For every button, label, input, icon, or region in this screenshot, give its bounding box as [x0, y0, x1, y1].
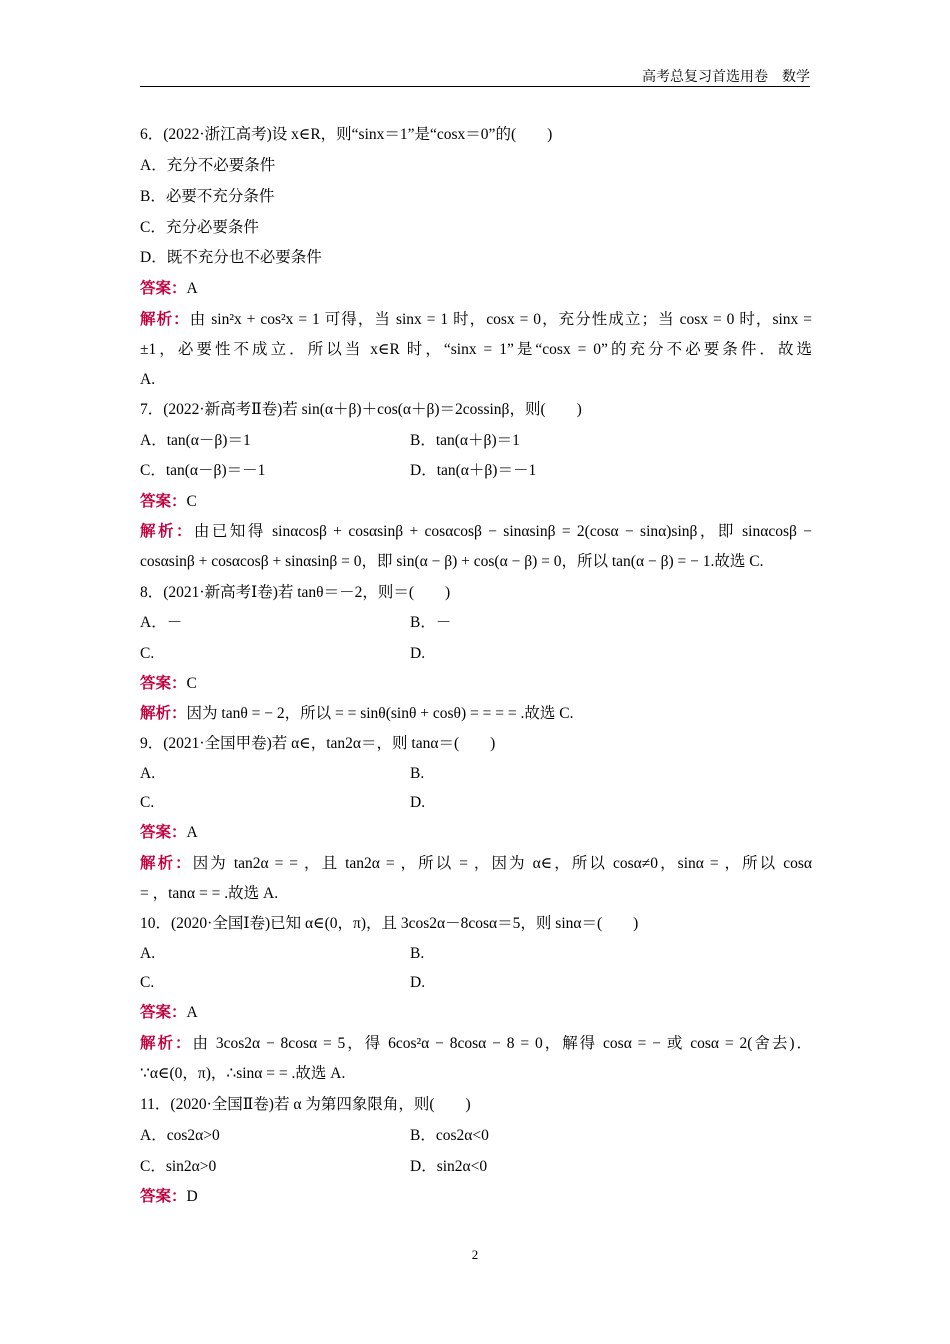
- page-number: 2: [471, 1247, 479, 1262]
- question-8-stem: 8．(2021·新高考Ⅰ卷)若 tanθ＝－2，则＝( ): [140, 584, 451, 601]
- analysis-label: 解析：: [140, 311, 190, 328]
- analysis-label: 解析：: [140, 855, 193, 872]
- analysis-line: [140, 310, 812, 330]
- option-a: A．tan(α－β)＝1: [140, 432, 251, 449]
- option-b: B.: [410, 945, 425, 962]
- answer-label: 答案：: [140, 675, 187, 692]
- analysis-label: 解析：: [140, 705, 187, 722]
- answer-label: 答案：: [140, 824, 187, 841]
- option-row: [140, 613, 812, 633]
- answer-value: D: [186, 1188, 198, 1205]
- option-row: [140, 764, 812, 784]
- analysis-text: 由已知得 sinαcosβ + cosαsinβ + cosαcosβ − sinαsinβ = 2(cosα − sinα)sinβ，即 sinαcosβ −: [193, 523, 812, 540]
- answer-line: [140, 674, 812, 694]
- header-title: 高考总复习首选用卷 数学: [642, 70, 810, 85]
- option-a: A.: [140, 945, 156, 962]
- option-row: [140, 793, 812, 813]
- option-c: C．sin2α>0: [140, 1158, 217, 1175]
- analysis-label: 解析：: [140, 523, 194, 540]
- answer-value: C: [186, 675, 197, 692]
- question-7-stem: 7．(2022·新高考Ⅱ卷)若 sin(α＋β)＋cos(α＋β)＝2cossinβ，则( ): [140, 401, 582, 418]
- analysis-text: cosαsinβ + cosαcosβ + sinαsinβ = 0，即 sin(α − β) + cos(α − β) = 0，所以 tan(α − β) = − 1.故选 C.: [140, 553, 764, 570]
- option-row: [140, 431, 812, 451]
- option-row: [140, 1157, 812, 1177]
- option-d: D.: [410, 974, 426, 991]
- analysis-line: [140, 522, 812, 542]
- answer-line: [140, 492, 812, 512]
- question-11-stem: 11．(2020·全国Ⅱ卷)若 α 为第四象限角，则( ): [140, 1096, 471, 1113]
- answer-label: 答案：: [140, 493, 187, 510]
- option-c: C.: [140, 645, 155, 662]
- analysis-text: 由 sin²x + cos²x = 1 可得，当 sinx = 1 时，cosx = 0，充分性成立；当 cosx = 0 时，sinx =: [189, 311, 812, 328]
- answer-label: 答案：: [140, 1004, 187, 1021]
- option-d: D．sin2α<0: [410, 1158, 488, 1175]
- answer-value: A: [186, 280, 198, 297]
- option-c: C．充分必要条件: [140, 219, 259, 236]
- answer-line: [140, 1187, 812, 1207]
- analysis-text: = ，tanα = = .故选 A.: [140, 885, 279, 902]
- analysis-text: ∵α∈(0，π)，∴sinα = = .故选 A.: [140, 1065, 346, 1082]
- answer-value: A: [186, 824, 198, 841]
- analysis-text: ±1，必要性不成立．所以当 x∈R 时，“sinx = 1”是“cosx = 0”的充分不必要条件．故选: [140, 341, 812, 358]
- option-c: C.: [140, 794, 155, 811]
- option-a: A．充分不必要条件: [140, 157, 276, 174]
- option-row: [140, 461, 812, 481]
- option-d: D．tan(α＋β)＝－1: [410, 462, 537, 479]
- option-row: [140, 973, 812, 993]
- option-b: B．cos2α<0: [410, 1127, 489, 1144]
- option-d: D.: [410, 794, 426, 811]
- option-c: C.: [140, 974, 155, 991]
- answer-line: [140, 279, 812, 299]
- analysis-text: 因为 tan2α = = ，且 tan2α = ，所以 = ，因为 α∈，所以 cosα≠0，sinα = ，所以 cosα: [192, 855, 812, 872]
- page-header: [140, 66, 810, 87]
- question-9-stem: 9．(2021·全国甲卷)若 α∈，tan2α＝，则 tanα＝( ): [140, 735, 496, 752]
- option-d: D．既不充分也不必要条件: [140, 249, 322, 266]
- option-b: B．－: [410, 614, 452, 631]
- option-a: A．cos2α>0: [140, 1127, 220, 1144]
- analysis-text: 由 3cos2α − 8cosα = 5，得 6cos²α − 8cosα − 8 = 0，解得 cosα = − 或 cosα = 2(舍去)．: [192, 1035, 812, 1052]
- answer-line: [140, 1003, 812, 1023]
- option-a: A．－: [140, 614, 183, 631]
- option-c: C．tan(α－β)＝－1: [140, 462, 266, 479]
- option-row: [140, 1126, 812, 1146]
- answer-label: 答案：: [140, 280, 187, 297]
- question-10-stem: 10．(2020·全国Ⅰ卷)已知 α∈(0，π)，且 3cos2α－8cosα＝5，则 sinα＝( ): [140, 915, 639, 932]
- analysis-label: 解析：: [140, 1035, 193, 1052]
- analysis-text: 因为 tanθ = − 2，所以 = = sinθ(sinθ + cosθ) = = = = .故选 C.: [186, 705, 574, 722]
- option-a: A.: [140, 765, 156, 782]
- analysis-line: [140, 854, 812, 874]
- option-b: B.: [410, 765, 425, 782]
- option-row: [140, 944, 812, 964]
- answer-value: A: [186, 1004, 198, 1021]
- analysis-line: [140, 704, 812, 724]
- question-6-stem: 6．(2022·浙江高考)设 x∈R，则“sinx＝1”是“cosx＝0”的( ): [140, 126, 553, 143]
- option-b: B．tan(α＋β)＝1: [410, 432, 520, 449]
- option-b: B．必要不充分条件: [140, 188, 275, 205]
- analysis-text: A.: [140, 371, 156, 388]
- answer-label: 答案：: [140, 1188, 187, 1205]
- option-d: D.: [410, 645, 426, 662]
- answer-value: C: [186, 493, 197, 510]
- analysis-line: [140, 1034, 812, 1054]
- option-row: [140, 644, 812, 664]
- answer-line: [140, 823, 812, 843]
